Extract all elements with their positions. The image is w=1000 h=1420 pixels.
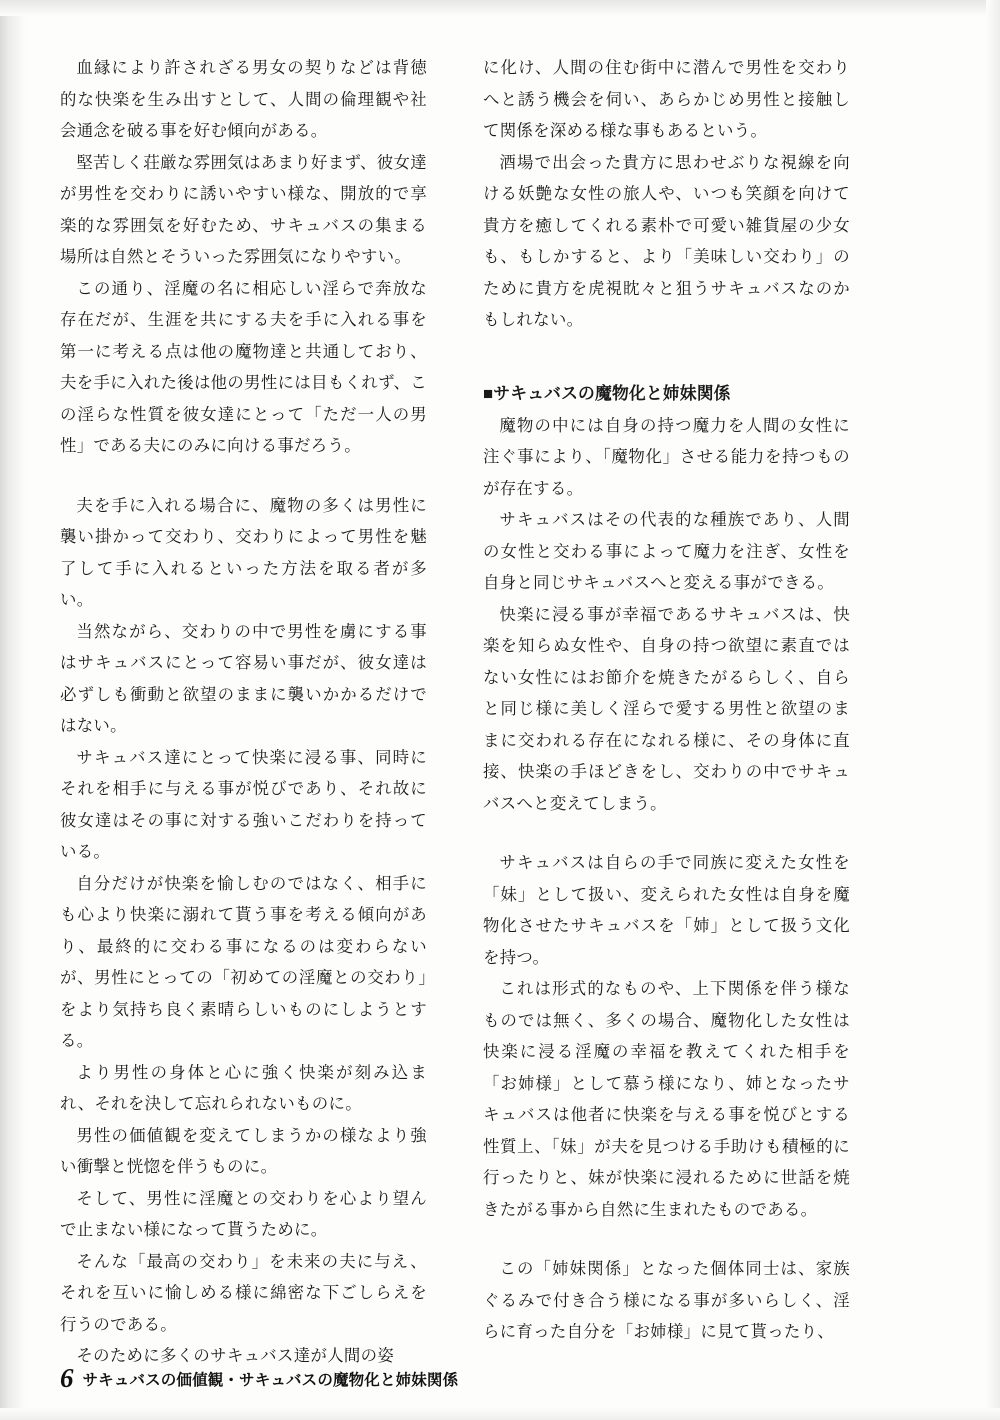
heading-spacer: [483, 364, 850, 378]
paragraph: 堅苦しく荘厳な雰囲気はあまり好まず、彼女達が男性を交わりに誘いやすい様な、開放的で享楽的な雰囲気を好むため、サキュバスの集まる場所は自然とそういった雰囲気になりやすい。: [60, 152, 427, 266]
paragraph: 男性の価値観を変えてしまうかの様なより強い衝撃と恍惚を伴うものに。: [60, 1125, 427, 1176]
paragraph: 夫を手に入れる場合に、魔物の多くは男性に襲い掛かって交わり、交わりによって男性を魅了して手に入れるといった方法を取る者が多い。: [60, 495, 427, 609]
paragraph-spacer: [60, 462, 427, 490]
paragraph-spacer: [483, 336, 850, 364]
scan-edge-top: [0, 0, 1000, 16]
paragraph: サキュバスはその代表的な種族であり、人間の女性と交わる事によって魔力を注ぎ、女性を自身と同じサキュバスへと変える事ができる。: [483, 510, 850, 593]
paragraph-spacer: [483, 819, 850, 847]
paragraph: 快楽に浸る事が幸福であるサキュバスは、快楽を知らぬ女性や、自身の持つ欲望に素直ではない女性にはお節介を焼きたがるらしく、自らと同じ様に美しく淫らで愛する男性と欲望のままに交われる存在になれる様に、その身体に直接、快楽の手ほどきをし、交わりの中でサキュバスへと変えてしまう。: [483, 604, 850, 813]
paragraph: 自分だけが快楽を愉しむのではなく、相手にも心より快楽に溺れて貰う事を考える傾向があり、最終的に交わる事になるのは変わらないが、男性にとっての「初めての淫魔との交わり」をより気持ち良く素晴らしいものにしようとする。: [60, 873, 427, 1050]
page-footer: [60, 1365, 940, 1392]
page-number: 6: [60, 1363, 74, 1393]
paragraph: より男性の身体と心に強く快楽が刻み込まれ、それを決して忘れられないものに。: [60, 1062, 427, 1113]
paragraph: 当然ながら、交わりの中で男性を虜にする事はサキュバスにとって容易い事だが、彼女達は必ずしも衝動と欲望のままに襲いかかるだけではない。: [60, 621, 427, 735]
paragraph: に化け、人間の住む街中に潜んで男性を交わりへと誘う機会を伺い、あらかじめ男性と接触して関係を深める様な事もあるという。: [483, 58, 850, 140]
paragraph: 血縁により許されざる男女の契りなどは背徳的な快楽を生み出すとして、人間の倫理観や社会通念を破る事を好む傾向がある。: [60, 58, 427, 140]
column-right: [483, 52, 850, 1342]
scan-edge-bottom: [0, 1408, 1000, 1420]
section-heading: ■サキュバスの魔物化と姉妹関係: [483, 383, 731, 403]
paragraph: 酒場で出会った貴方に思わせぶりな視線を向ける妖艶な女性の旅人や、いつも笑顔を向けて貴方を癒してくれる素朴で可愛い雑貨屋の少女も、もしかすると、より「美味しい交わり」のために貴方を虎視眈々と狙うサキュバスなのかもしれない。: [483, 152, 850, 329]
paragraph: 魔物の中には自身の持つ魔力を人間の女性に注ぐ事により、「魔物化」させる能力を持つものが存在する。: [483, 415, 850, 498]
paragraph: そんな「最高の交わり」を未来の夫に与え、それを互いに愉しめる様に綿密な下ごしらえを行うのである。: [60, 1251, 427, 1334]
scan-edge-left: [0, 0, 26, 1420]
paragraph: この「姉妹関係」となった個体同士は、家族ぐるみで付き合う様になる事が多いらしく、淫らに育った自分を「お姉様」に見て貰ったり、: [483, 1259, 850, 1342]
paragraph: サキュバス達にとって快楽に浸る事、同時にそれを相手に与える事が悦びであり、それ故に彼女達はその事に対する強いこだわりを持っている。: [60, 747, 427, 861]
page-body: [60, 52, 850, 1365]
column-left: [60, 52, 427, 1365]
footer-running-title: サキュバスの価値観・サキュバスの魔物化と姉妹関係: [82, 1371, 459, 1389]
paragraph: この通り、淫魔の名に相応しい淫らで奔放な存在だが、生涯を共にする夫を手に入れる事を第一に考える点は他の魔物達と共通しており、夫を手に入れた後は他の男性には目もくれず、この淫らな性質を彼女達にとって「ただ一人の男性」である夫にのみに向ける事だろう。: [60, 278, 427, 455]
scan-edge-right: [986, 0, 1000, 1420]
paragraph: そして、男性に淫魔との交わりを心より望んで止まない様になって貰うために。: [60, 1188, 427, 1239]
paragraph: サキュバスは自らの手で同族に変えた女性を「妹」として扱い、変えられた女性は自身を魔物化させたサキュバスを「姉」として扱う文化を持つ。: [483, 853, 850, 967]
paragraph: そのために多くのサキュバス達が人間の姿: [76, 1346, 395, 1365]
paragraph: これは形式的なものや、上下関係を伴う様なものでは無く、多くの場合、魔物化した女性は快楽に浸る淫魔の幸福を教えてくれた相手を「お姉様」として慕う様になり、姉となったサキュバスは他者に快楽を与える事を悦びとする性質上、「妹」が夫を見つける手助けも積極的に行ったりと、妹が快楽に浸れるために世話を焼きたがる事から自然に生まれたものである。: [483, 979, 850, 1219]
paragraph-spacer: [483, 1225, 850, 1253]
